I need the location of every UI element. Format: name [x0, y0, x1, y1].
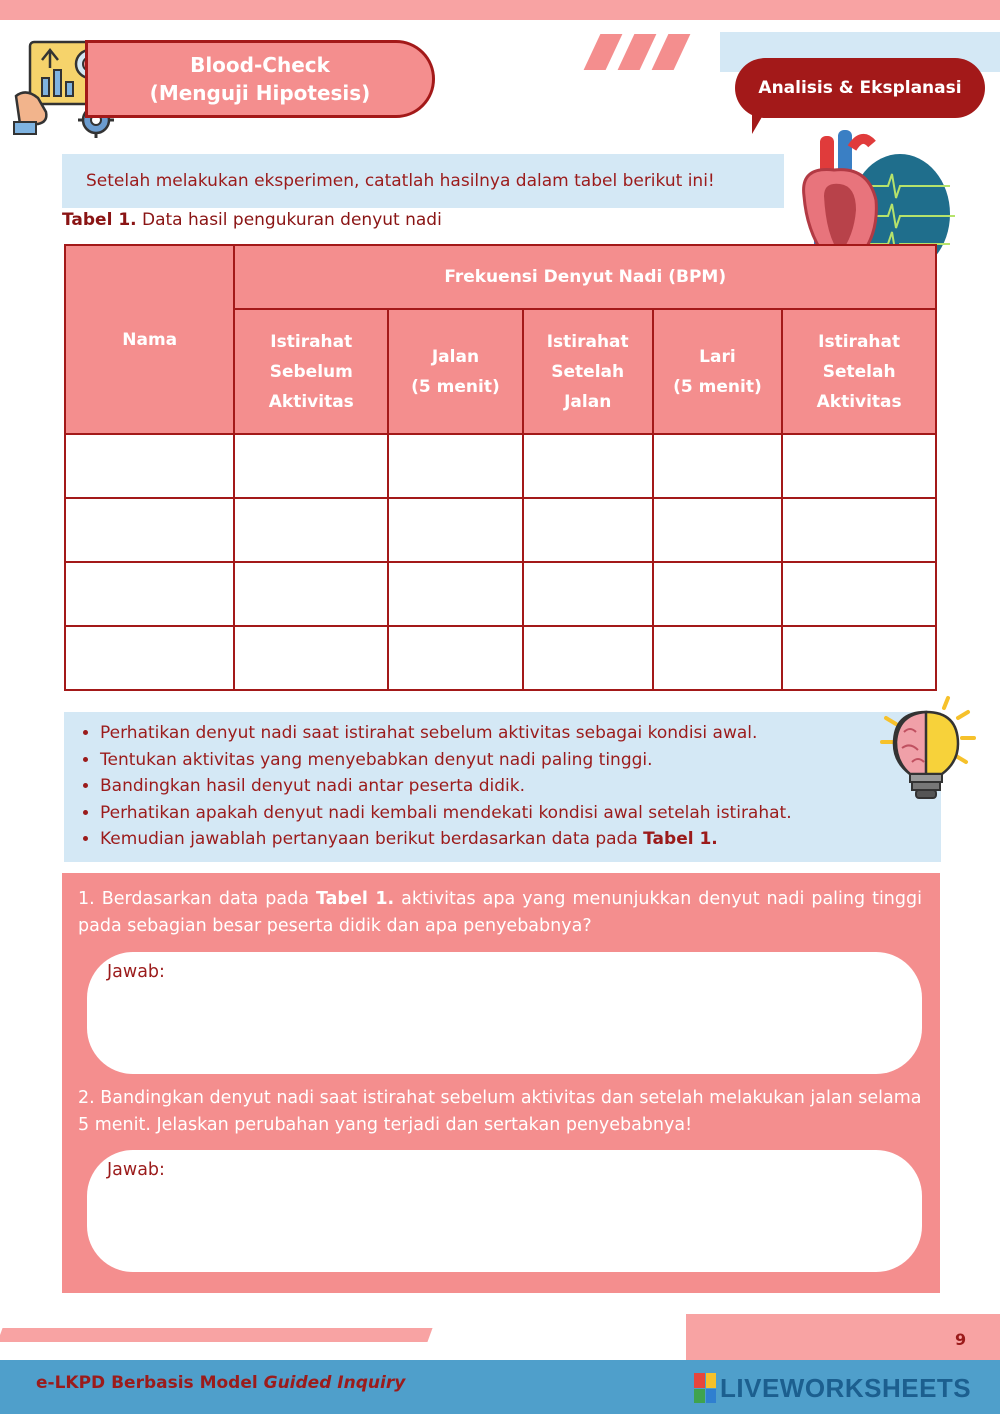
list-item: • Perhatikan denyut nadi saat istirahat sebelum aktivitas sebagai kondisi awal. [100, 720, 861, 747]
column-header-line: Aktivitas [268, 391, 354, 412]
list-item-text: Kemudian jawablah pertanyaan berikut berdasarkan data pada [100, 829, 644, 849]
table-row [65, 626, 936, 690]
footer-text [36, 1373, 405, 1393]
list-item: • Tentukan aktivitas yang menyebabkan denyut nadi paling tinggi. [100, 747, 861, 774]
instruction-banner [62, 154, 784, 208]
column-header-line: Setelah [822, 361, 896, 382]
table-cell-input[interactable] [65, 498, 234, 562]
answer-label: Jawab: [107, 962, 165, 982]
column-header [653, 309, 783, 434]
column-header [523, 309, 653, 434]
table-row [65, 434, 936, 498]
question-2 [78, 1085, 922, 1139]
table-cell-input[interactable] [782, 434, 936, 498]
page-number: 9 [955, 1330, 967, 1349]
table-cell-input[interactable] [653, 562, 783, 626]
group-header [234, 245, 936, 309]
table-cell-input[interactable] [234, 562, 388, 626]
guidance-box [64, 712, 941, 862]
liveworksheets-logo-icon [694, 1373, 716, 1403]
group-header-label: Frekuensi Denyut Nadi (BPM) [444, 267, 727, 287]
list-item-bold: Tabel 1. [643, 829, 718, 849]
answer-box-2[interactable] [87, 1150, 922, 1272]
list-item: • Perhatikan apakah denyut nadi kembali mendekati kondisi awal setelah istirahat. [100, 800, 861, 827]
instruction-text: Setelah melakukan eksperimen, catatlah hasilnya dalam tabel berikut ini! [86, 171, 715, 191]
table-cell-input[interactable] [234, 498, 388, 562]
table-cell-input[interactable] [653, 626, 783, 690]
table-cell-input[interactable] [65, 434, 234, 498]
brand-name: LIVEWORKSHEETS [720, 1372, 972, 1403]
column-header-line: (5 menit) [411, 376, 500, 397]
table-cell-input[interactable] [65, 562, 234, 626]
column-header-line: Jalan [431, 346, 480, 367]
decor-stripe [618, 34, 657, 70]
section-badge-label: Analisis & Eksplanasi [758, 78, 962, 98]
table-caption-text: Data hasil pengukuran denyut nadi [136, 210, 442, 230]
title-banner [85, 40, 435, 118]
column-header [388, 309, 523, 434]
table-cell-input[interactable] [523, 434, 653, 498]
table-cell-input[interactable] [65, 626, 234, 690]
list-item: • Bandingkan hasil denyut nadi antar peserta didik. [100, 773, 861, 800]
question-text: Berdasarkan data pada [101, 889, 316, 909]
question-text: Bandingkan denyut nadi saat istirahat sebelum aktivitas dan setelah melakukan jalan selama 5 menit. Jelaskan perubahan yang terjadi dan sertakan penyebabnya! [78, 1088, 922, 1135]
column-header-line: (5 menit) [673, 376, 762, 397]
table-cell-input[interactable] [782, 626, 936, 690]
answer-label: Jawab: [107, 1160, 165, 1180]
title-sub: (Menguji Hipotesis) [149, 81, 371, 105]
pulse-data-table [64, 244, 937, 691]
column-header-line: Jalan [564, 391, 612, 412]
question-number: 1. [78, 889, 95, 909]
table-cell-input[interactable] [388, 498, 523, 562]
column-header [234, 309, 388, 434]
footer-text-italic: Guided Inquiry [263, 1373, 406, 1393]
column-header-line: Lari [699, 346, 736, 367]
column-header-nama [65, 245, 234, 434]
decor-stripe [652, 34, 691, 70]
question-text: aktivitas apa yang menunjukkan denyut nadi paling tinggi pada sebagian besar peserta didik dan apa penyebabnya? [78, 889, 922, 936]
column-header [782, 309, 936, 434]
column-header-line: Sebelum [269, 361, 353, 382]
top-decor-band [0, 0, 1000, 20]
table-cell-input[interactable] [388, 562, 523, 626]
column-header-nama-label: Nama [122, 329, 178, 350]
table-cell-input[interactable] [523, 626, 653, 690]
question-number: 2. [78, 1088, 95, 1108]
table-cell-input[interactable] [388, 434, 523, 498]
table-cell-input[interactable] [653, 498, 783, 562]
decor-stripe [584, 34, 623, 70]
badge-tail [752, 110, 766, 134]
table-cell-input[interactable] [782, 498, 936, 562]
column-header-line: Istirahat [270, 331, 353, 352]
section-badge [735, 58, 985, 118]
list-item [100, 826, 861, 853]
table-row [65, 498, 936, 562]
table-caption [62, 210, 442, 230]
question-1 [78, 886, 922, 940]
footer-text-prefix: e-LKPD Berbasis Model [36, 1373, 264, 1393]
table-cell-input[interactable] [388, 626, 523, 690]
title-main: Blood-Check [190, 53, 330, 77]
footer-decor-band [0, 1328, 433, 1342]
column-header-line: Istirahat [546, 331, 629, 352]
table-row [65, 562, 936, 626]
table-cell-input[interactable] [234, 626, 388, 690]
table-cell-input[interactable] [523, 562, 653, 626]
liveworksheets-brand[interactable] [694, 1368, 971, 1408]
column-header-line: Istirahat [818, 331, 901, 352]
column-header-line: Setelah [551, 361, 625, 382]
table-cell-input[interactable] [653, 434, 783, 498]
answer-box-1[interactable] [87, 952, 922, 1074]
table-cell-input[interactable] [523, 498, 653, 562]
table-caption-label: Tabel 1. [62, 210, 137, 230]
column-header-line: Aktivitas [816, 391, 902, 412]
guidance-list [80, 720, 861, 853]
table-cell-input[interactable] [234, 434, 388, 498]
table-cell-input[interactable] [782, 562, 936, 626]
question-bold: Tabel 1. [315, 889, 395, 909]
brain-bulb-icon [876, 692, 976, 807]
